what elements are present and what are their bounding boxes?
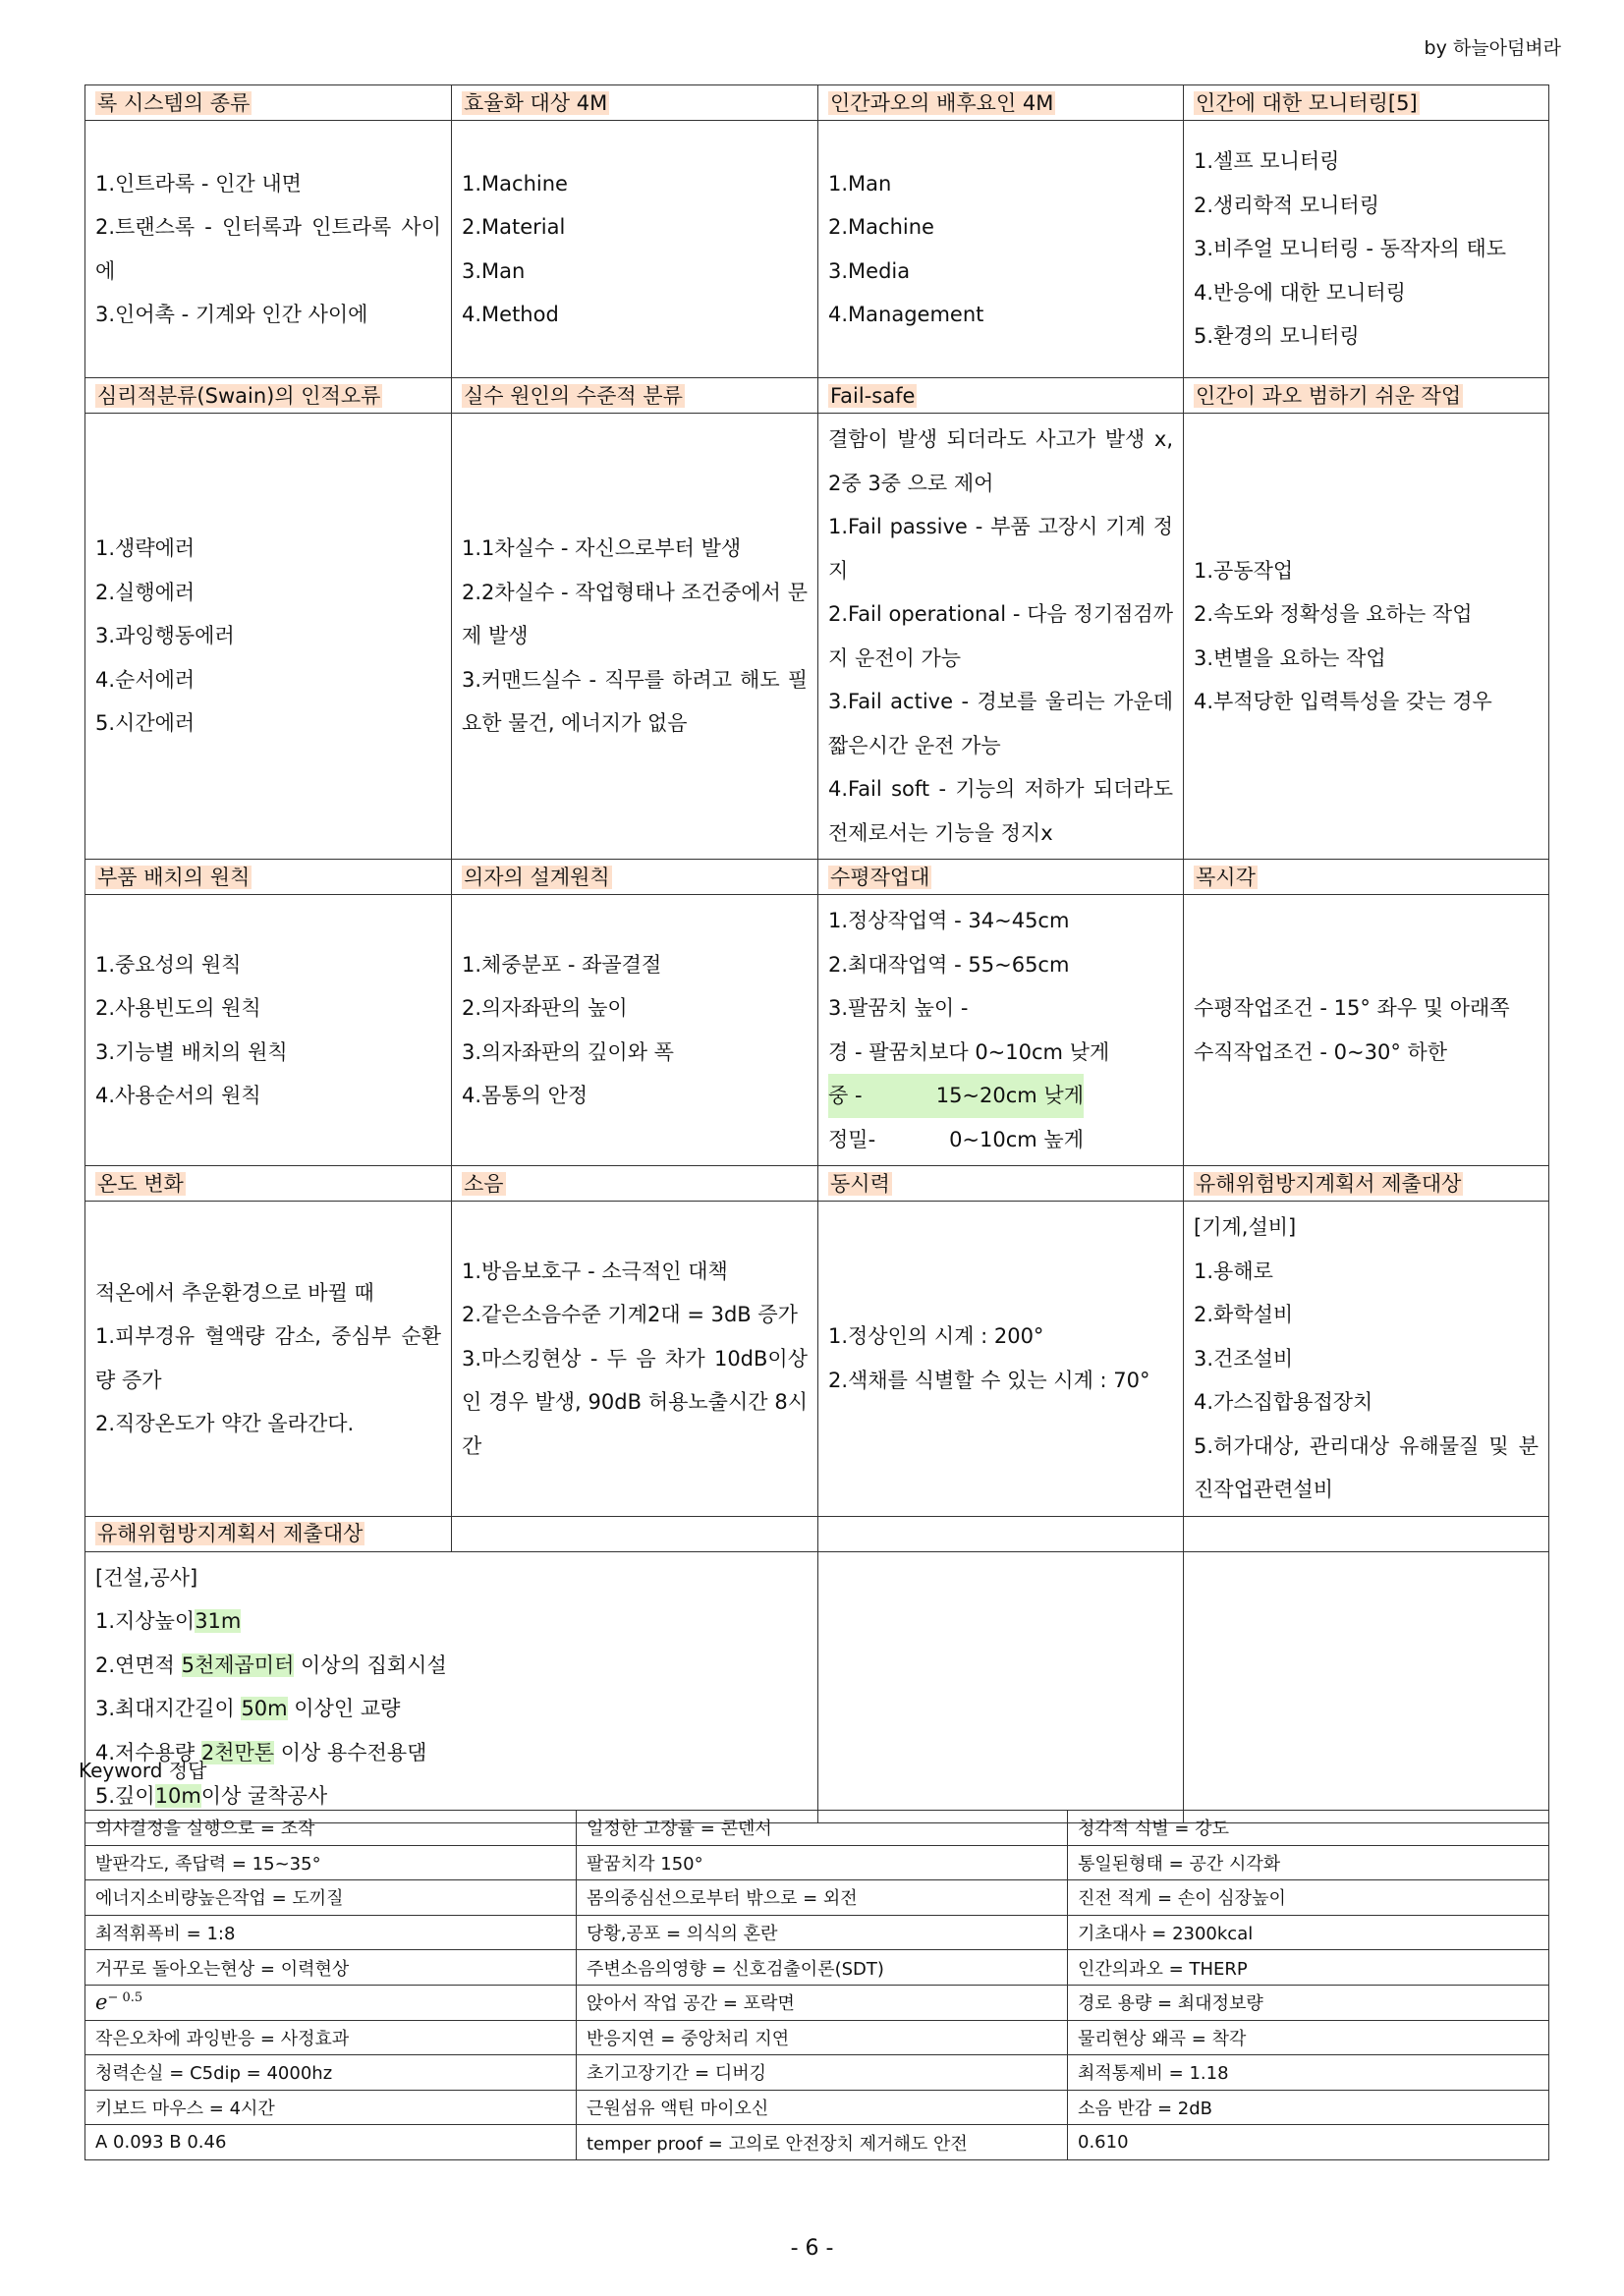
keyword-cell: 기초대사 = 2300kcal: [1068, 1915, 1549, 1950]
cell-hazard-plan-machines: [기계,설비] 1.용해로 2.화학설비 3.건조설비 4.가스집합용접장치 5.허가대상, 관리대상 유해물질 및 분진작업관련설비: [1184, 1202, 1549, 1517]
header-error-prone-work: 인간이 과오 범하기 쉬운 작업: [1184, 378, 1549, 414]
keyword-math-cell: [85, 1985, 577, 2020]
header-fail-safe: Fail-safe: [818, 378, 1184, 414]
keyword-cell: 청력손실 = C5dip = 4000hz: [85, 2055, 577, 2091]
keyword-cell: 주변소음의영향 = 신호검출이론(SDT): [577, 1950, 1068, 1986]
keyword-cell: 일정한 고장률 = 콘덴서: [577, 1811, 1068, 1846]
header-lock-system: 록 시스템의 종류: [85, 85, 452, 121]
header-empty-3: [818, 1516, 1184, 1551]
cell-dynamic-vision: 1.정상인의 시계 : 200° 2.색채를 식별할 수 있는 시계 : 70°: [818, 1202, 1184, 1517]
keyword-row: [85, 1950, 1549, 1986]
keyword-cell: 작은오차에 과잉반응 = 사정효과: [85, 2020, 577, 2055]
keyword-cell: 0.610: [1068, 2125, 1549, 2160]
keyword-cell: 근원섬유 액틴 마이오신: [577, 2090, 1068, 2125]
summary-table: [84, 84, 1549, 1823]
keyword-row: [85, 2090, 1549, 2125]
cell-empty-3: [818, 1551, 1184, 1822]
keyword-cell: 최적휘폭비 = 1:8: [85, 1915, 577, 1950]
keyword-cell: 몸의중심선으로부터 밖으로 = 외전: [577, 1880, 1068, 1916]
keyword-cell: 인간의과오 = THERP: [1068, 1950, 1549, 1986]
keyword-cell: 반응지연 = 중앙처리 지연: [577, 2020, 1068, 2055]
keyword-cell: 팔꿈치각 150°: [577, 1845, 1068, 1880]
keyword-cell: 키보드 마우스 = 4시간: [85, 2090, 577, 2125]
cell-noise: 1.방음보호구 - 소극적인 대책 2.같은소음수준 기계2대 = 3dB 증가 3.마스킹현상 - 두 음 차가 10dB이상인 경우 발생, 90dB 허용노출시간 8시간: [452, 1202, 818, 1517]
header-component-layout: 부품 배치의 원칙: [85, 860, 452, 895]
cell-mistake-level: 1.1차실수 - 자신으로부터 발생 2.2차실수 - 작업형태나 조건중에서 문제 발생 3.커맨드실수 - 직무를 하려고 해도 필요한 물건, 에너지가 없음: [452, 414, 818, 860]
header-chair-design: 의자의 설계원칙: [452, 860, 818, 895]
author-byline: by 하늘아덤벼라: [1424, 37, 1561, 59]
header-horizontal-workbench: 수평작업대: [818, 860, 1184, 895]
keyword-cell: 진전 적게 = 손이 심장높이: [1068, 1880, 1549, 1916]
header-human-error-4m: 인간과오의 배후요인 4M: [818, 85, 1184, 121]
keyword-cell: 경로 용량 = 최대정보량: [1068, 1985, 1549, 2020]
header-empty-4: [1184, 1516, 1549, 1551]
cell-empty-4: [1184, 1551, 1549, 1822]
math-exponent: − 0.5: [107, 1990, 143, 2006]
cell-monitoring: 1.셀프 모니터링 2.생리학적 모니터링 3.비주얼 모니터링 - 동작자의 태도 4.반응에 대한 모니터링 5.환경의 모니터링: [1184, 121, 1549, 378]
header-hazard-plan-machines: 유해위험방지계획서 제출대상: [1184, 1166, 1549, 1202]
keyword-cell: 거꾸로 돌아오는현상 = 이력현상: [85, 1950, 577, 1986]
keyword-cell: 소음 반감 = 2dB: [1068, 2090, 1549, 2125]
cell-viewing-angle: 수평작업조건 - 15° 좌우 및 아래쪽 수직작업조건 - 0~30° 하한: [1184, 895, 1549, 1166]
cell-error-prone-work: 1.공동작업 2.속도와 정확성을 요하는 작업 3.변별을 요하는 작업 4.부적당한 입력특성을 갖는 경우: [1184, 414, 1549, 860]
cell-lock-system: 1.인트라록 - 인간 내면 2.트랜스록 - 인터록과 인트라록 사이에 3.인어촉 - 기계와 인간 사이에: [85, 121, 452, 378]
header-mistake-level: 실수 원인의 수준적 분류: [452, 378, 818, 414]
cell-hazard-plan-construction: [건설,공사] 1.지상높이31m 2.연면적 5천제곱미터 이상의 집회시설 3.최대지간길이 50m 이상인 교량 4.저수용량 2천만톤 이상 용수전용댐 5.깊이10m이상 굴착공사: [85, 1551, 818, 1822]
keyword-row: [85, 1811, 1549, 1846]
header-swain-error: 심리적분류(Swain)의 인적오류: [85, 378, 452, 414]
cell-swain-error: 1.생략에러 2.실행에러 3.과잉행동에러 4.순서에러 5.시간에러: [85, 414, 452, 860]
keyword-row: [85, 2125, 1549, 2160]
keyword-row: [85, 1915, 1549, 1950]
header-empty-2: [452, 1516, 818, 1551]
keyword-row: [85, 2055, 1549, 2091]
cell-horizontal-workbench: 1.정상작업역 - 34~45cm 2.최대작업역 - 55~65cm 3.팔꿈치 높이 - 경 - 팔꿈치보다 0~10cm 낮게 중 - 15~20cm 낮게 정밀- 0~10cm 높게: [818, 895, 1184, 1166]
math-base: e: [95, 1990, 108, 2015]
keyword-cell: 의사결정을 실행으로 = 조작: [85, 1811, 577, 1846]
keyword-cell: 최적통제비 = 1.18: [1068, 2055, 1549, 2091]
header-dynamic-vision: 동시력: [818, 1166, 1184, 1202]
keyword-title: Keyword 정답: [79, 1759, 207, 1782]
keyword-row: [85, 1985, 1549, 2020]
keyword-cell: A 0.093 B 0.46: [85, 2125, 577, 2160]
keyword-row: [85, 2020, 1549, 2055]
cell-fail-safe: 결함이 발생 되더라도 사고가 발생 x, 2중 3중 으로 제어 1.Fail passive - 부품 고장시 기계 정지 2.Fail operational - 다음 정기점검까지 운전이 가능 3.Fail active - 경보를 울리는 가운데 짧은시간 운전 가능 4.Fail soft - 기능의 저하가 되더라도 전제로서는 기능을 정지x: [818, 414, 1184, 860]
cell-human-error-4m: 1.Man 2.Machine 3.Media 4.Management: [818, 121, 1184, 378]
keyword-cell: 청각적 식별 = 강도: [1068, 1811, 1549, 1846]
keyword-cell: 초기고장기간 = 디버깅: [577, 2055, 1068, 2091]
page-number: - 6 -: [790, 2236, 834, 2261]
keyword-table: [84, 1810, 1549, 2160]
keyword-cell: 당황,공포 = 의식의 혼란: [577, 1915, 1068, 1950]
header-temperature-change: 온도 변화: [85, 1166, 452, 1202]
keyword-row: [85, 1880, 1549, 1916]
cell-efficiency-4m: 1.Machine 2.Material 3.Man 4.Method: [452, 121, 818, 378]
header-monitoring: 인간에 대한 모니터링[5]: [1184, 85, 1549, 121]
keyword-cell: 에너지소비량높은작업 = 도끼질: [85, 1880, 577, 1916]
header-efficiency-4m: 효율화 대상 4M: [452, 85, 818, 121]
keyword-cell: temper proof = 고의로 안전장치 제거해도 안전: [577, 2125, 1068, 2160]
cell-chair-design: 1.체중분포 - 좌골결절 2.의자좌판의 높이 3.의자좌판의 깊이와 폭 4.몸통의 안정: [452, 895, 818, 1166]
header-viewing-angle: 목시각: [1184, 860, 1549, 895]
keyword-row: [85, 1845, 1549, 1880]
header-hazard-plan-construction: 유해위험방지계획서 제출대상: [85, 1516, 452, 1551]
cell-component-layout: 1.중요성의 원칙 2.사용빈도의 원칙 3.기능별 배치의 원칙 4.사용순서의 원칙: [85, 895, 452, 1166]
cell-temperature-change: 적온에서 추운환경으로 바뀔 때 1.피부경유 혈액량 감소, 중심부 순환량 증가 2.직장온도가 약간 올라간다.: [85, 1202, 452, 1517]
keyword-cell: 발판각도, 족답력 = 15~35°: [85, 1845, 577, 1880]
keyword-cell: 통일된형태 = 공간 시각화: [1068, 1845, 1549, 1880]
keyword-cell: 앉아서 작업 공간 = 포락면: [577, 1985, 1068, 2020]
keyword-cell: 물리현상 왜곡 = 착각: [1068, 2020, 1549, 2055]
header-noise: 소음: [452, 1166, 818, 1202]
